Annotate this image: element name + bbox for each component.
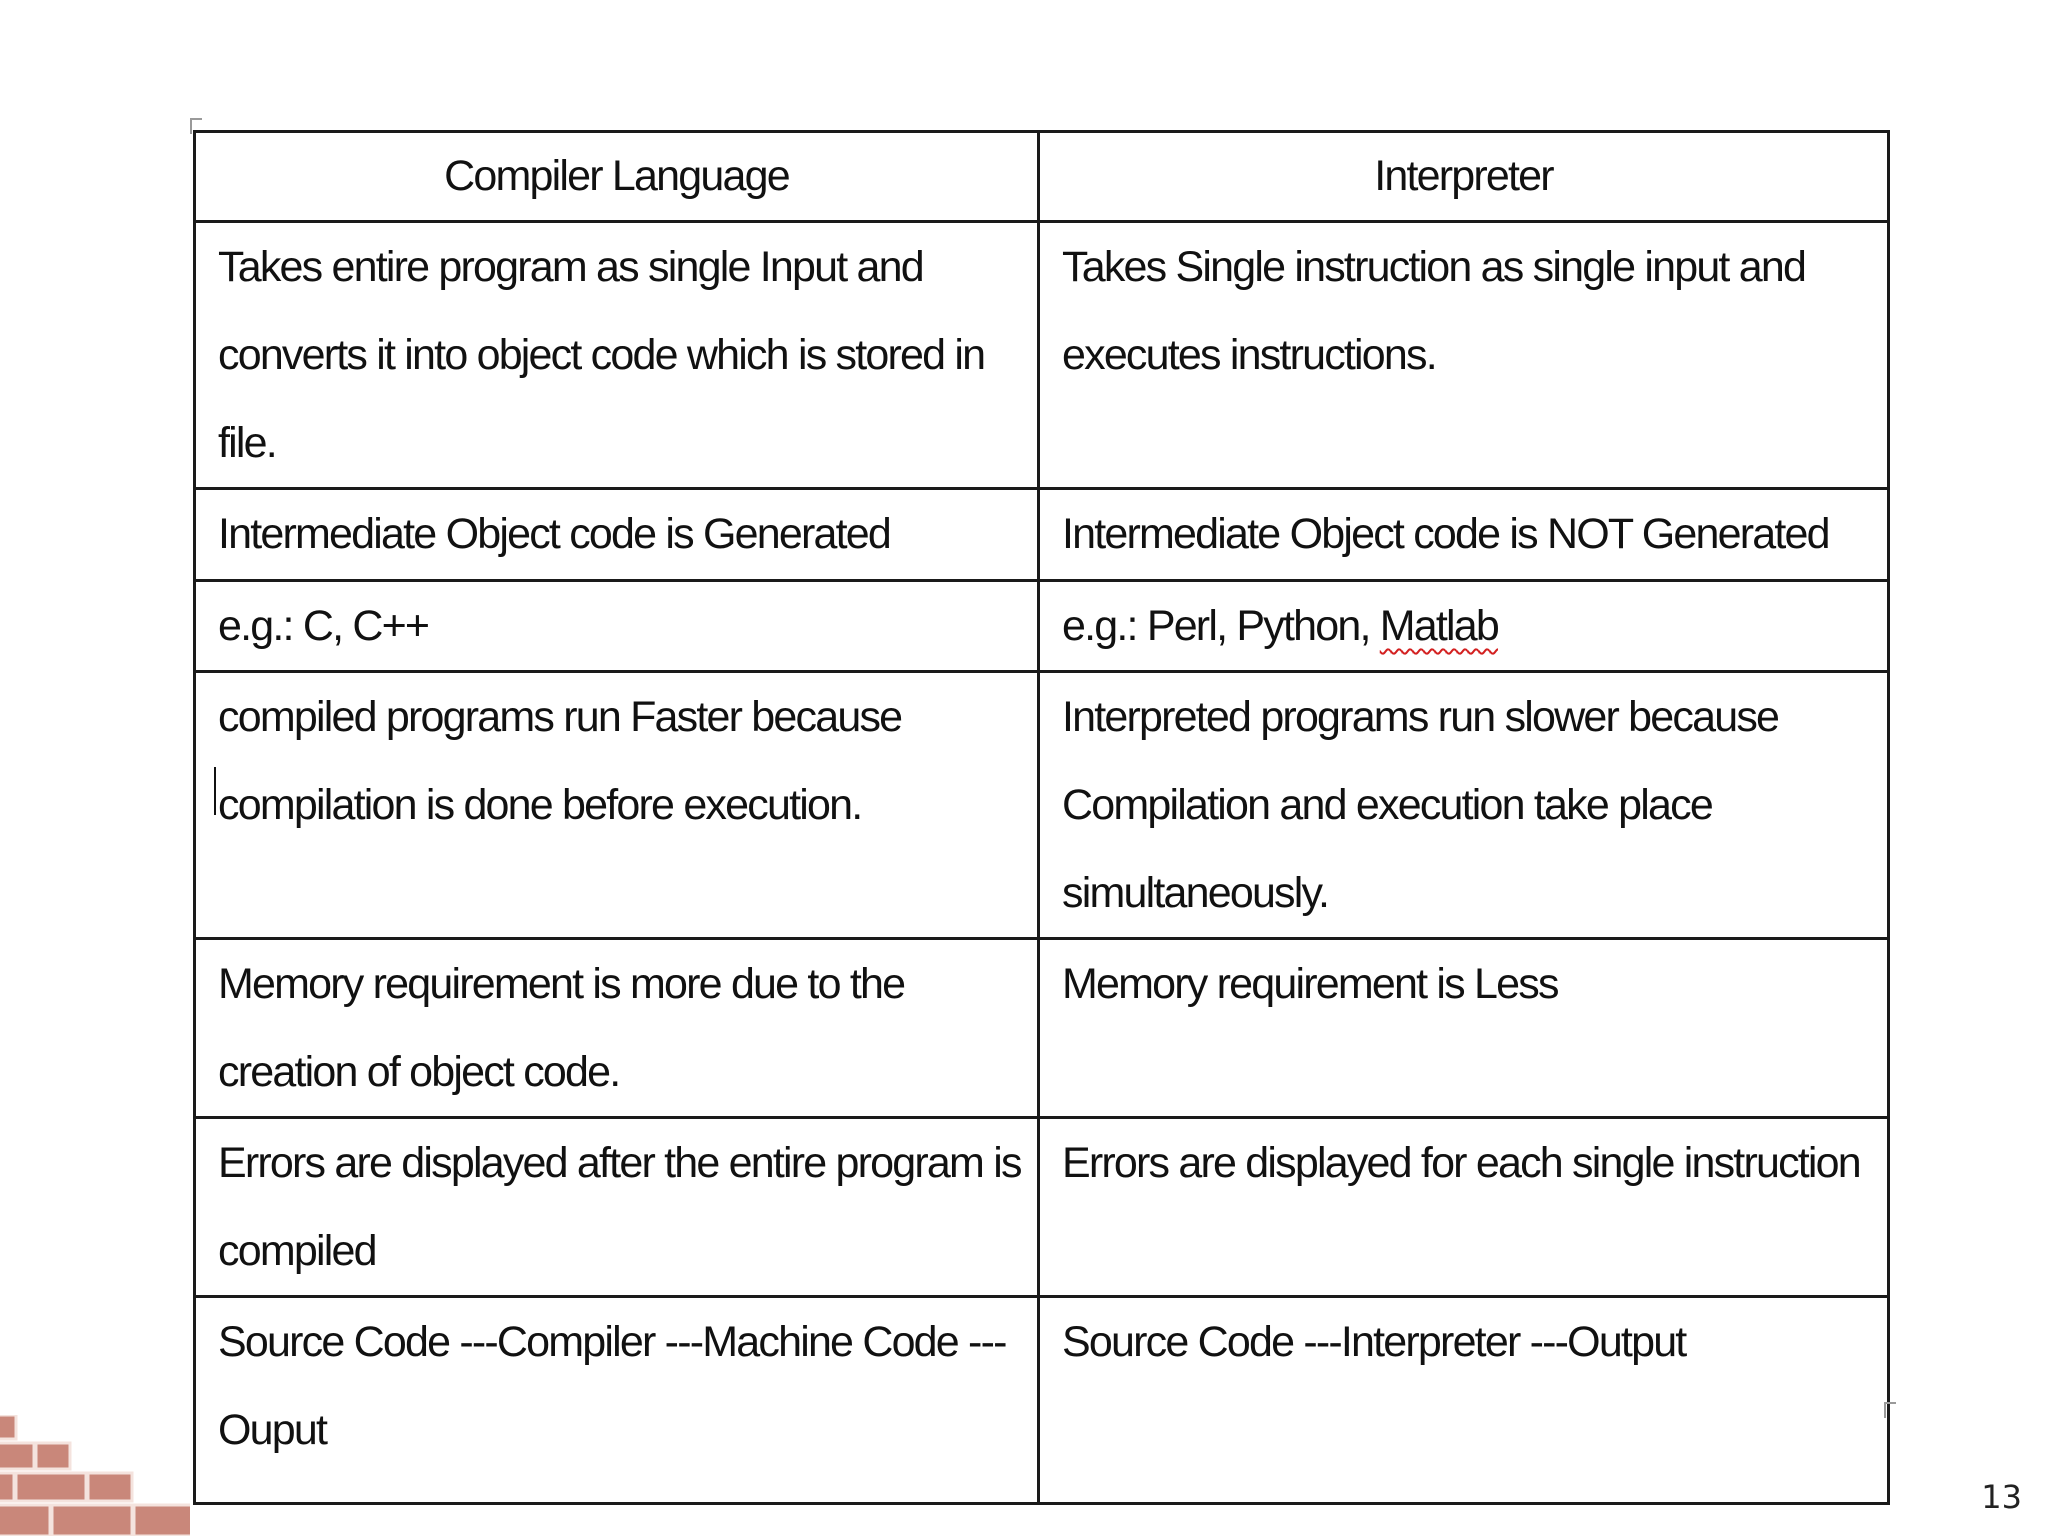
table-row	[195, 939, 1889, 1118]
table-row	[195, 489, 1889, 581]
spellcheck-flagged-word[interactable]: Matlab	[1379, 602, 1499, 650]
cell-compiler[interactable]: Source Code ---Compiler ---Machine Code ---Ouput	[195, 1297, 1039, 1504]
comparison-table	[193, 130, 1890, 1505]
page-number: 13	[1981, 1478, 2022, 1516]
cell-compiler[interactable]: Errors are displayed after the entire program is compiled	[195, 1118, 1039, 1297]
cell-interpreter[interactable]: Takes Single instruction as single input and executes instructions.	[1039, 222, 1889, 489]
cell-interpreter[interactable]: Memory requirement is Less	[1039, 939, 1889, 1118]
table-row	[195, 1297, 1889, 1504]
table-row	[195, 222, 1889, 489]
cell-compiler[interactable]: e.g.: C, C++	[195, 581, 1039, 672]
cell-interpreter[interactable]: Errors are displayed for each single instruction	[1039, 1118, 1889, 1297]
table-header-row	[195, 132, 1889, 222]
header-compiler-language[interactable]: Compiler Language	[195, 132, 1039, 222]
cell-interpreter[interactable]: Intermediate Object code is NOT Generated	[1039, 489, 1889, 581]
table-row	[195, 672, 1889, 939]
table-row	[195, 581, 1889, 672]
cell-compiler[interactable]: Memory requirement is more due to the creation of object code.	[195, 939, 1039, 1118]
brick-wall-decoration-icon	[0, 1415, 190, 1536]
cell-compiler[interactable]: Intermediate Object code is Generated	[195, 489, 1039, 581]
cell-interpreter[interactable]	[1039, 581, 1889, 672]
cell-compiler[interactable]: Takes entire program as single Input and converts it into object code which is stored in file.	[195, 222, 1039, 489]
table-resize-handle-bottom-right[interactable]	[1884, 1402, 1896, 1418]
table-row	[195, 1118, 1889, 1297]
examples-text: e.g.: Perl, Python,	[1062, 602, 1380, 650]
cell-text: compiled programs run Faster because compilation is done before execution.	[218, 693, 902, 829]
cell-interpreter[interactable]: Source Code ---Interpreter ---Output	[1039, 1297, 1889, 1504]
cell-interpreter[interactable]: Interpreted programs run slower because Compilation and execution take place simultaneously.	[1039, 672, 1889, 939]
header-interpreter[interactable]: Interpreter	[1039, 132, 1889, 222]
cell-compiler[interactable]	[195, 672, 1039, 939]
text-cursor	[214, 767, 216, 815]
